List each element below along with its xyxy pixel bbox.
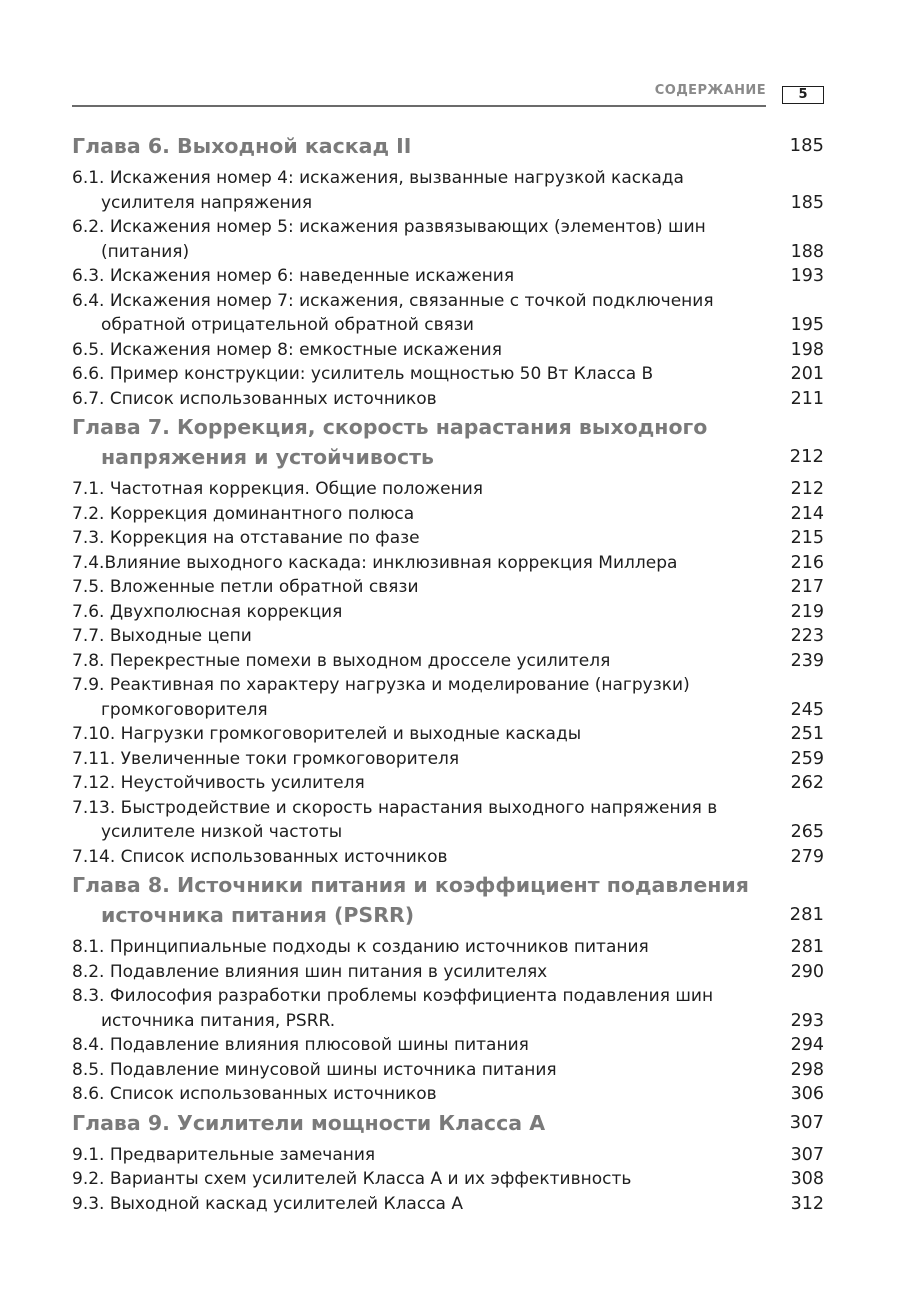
entry-title: 8.1. Принципиальные подходы к созданию источников питания xyxy=(72,937,649,957)
entry-page-number: 239 xyxy=(790,650,824,671)
entry-title: 7.10. Нагрузки громкоговорителей и выходные каскады xyxy=(72,724,582,744)
entry-title: 9.2. Варианты схем усилителей Класса А и их эффективность xyxy=(72,1169,632,1189)
entry-page-number: 223 xyxy=(790,626,824,646)
toc-entry[interactable] xyxy=(72,502,824,527)
entry-title: 7.1. Частотная коррекция. Общие положения xyxy=(72,479,483,499)
toc-entry[interactable] xyxy=(72,1058,824,1083)
entry-page-number: 219 xyxy=(790,601,824,622)
toc-entry[interactable] xyxy=(72,477,824,502)
toc-entry[interactable] xyxy=(72,747,824,772)
entry-page-number: 279 xyxy=(790,846,824,867)
entry-title: 6.3. Искажения номер 6: наведенные искажения xyxy=(72,266,515,286)
entry-page-number: 201 xyxy=(790,364,824,384)
toc-entry[interactable] xyxy=(72,575,824,600)
toc-entry[interactable] xyxy=(72,387,824,412)
entry-page-number: 217 xyxy=(790,577,824,597)
chapter-page-number: 307 xyxy=(789,1111,824,1133)
toc-entry[interactable] xyxy=(72,1143,824,1168)
toc-entry[interactable] xyxy=(72,935,824,960)
chapter-title: Глава 7. Коррекция, скорость нарастания выходного напряжения и устойчивость xyxy=(72,415,708,469)
entry-page-number: 298 xyxy=(790,1059,824,1080)
entry-page-number: 245 xyxy=(790,699,824,720)
chapter-heading[interactable] xyxy=(72,130,824,166)
toc-entry[interactable] xyxy=(72,264,824,289)
chapter-heading[interactable] xyxy=(72,1107,824,1143)
toc-entry[interactable] xyxy=(72,1082,824,1107)
toc-entry[interactable] xyxy=(72,845,824,870)
toc-entry[interactable] xyxy=(72,1167,824,1192)
entry-title: 8.2. Подавление влияния шин питания в усилителях xyxy=(72,961,548,982)
entry-title: 8.3. Философия разработки проблемы коэффициента подавления шин источника питания, PSRR. xyxy=(72,986,714,1031)
toc-entry[interactable] xyxy=(72,600,824,625)
entry-page-number: 294 xyxy=(790,1035,824,1055)
entry-title: 7.13. Быстродействие и скорость нарастания выходного напряжения в усилителе низкой частоты xyxy=(72,797,718,842)
chapter-page-number: 281 xyxy=(789,904,824,925)
chapter-title: Глава 6. Выходной каскад II xyxy=(72,134,412,158)
entry-title: 7.2. Коррекция доминантного полюса xyxy=(72,503,415,524)
entry-title: 6.5. Искажения номер 8: емкостные искажения xyxy=(72,339,502,360)
entry-page-number: 259 xyxy=(790,748,824,769)
entry-title: 7.5. Вложенные петли обратной связи xyxy=(72,577,419,597)
entry-title: 7.9. Реактивная по характеру нагрузка и моделирование (нагрузки) громкоговорителя xyxy=(72,675,690,720)
toc-entry[interactable] xyxy=(72,1192,824,1217)
entry-page-number: 293 xyxy=(790,1010,824,1031)
entry-page-number: 290 xyxy=(790,961,824,982)
toc-entry[interactable] xyxy=(72,984,824,1033)
entry-page-number: 198 xyxy=(790,339,824,360)
toc-entry[interactable] xyxy=(72,362,824,387)
entry-page-number: 193 xyxy=(790,266,824,286)
entry-title: 7.7. Выходные цепи xyxy=(72,626,252,646)
entry-page-number: 215 xyxy=(790,528,824,548)
header-rule xyxy=(72,105,766,107)
entry-page-number: 188 xyxy=(790,241,824,262)
toc-entry[interactable] xyxy=(72,771,824,796)
entry-title: 8.5. Подавление минусовой шины источника питания xyxy=(72,1059,557,1080)
toc-entry[interactable] xyxy=(72,526,824,551)
entry-page-number: 308 xyxy=(790,1169,824,1189)
table-of-contents xyxy=(72,130,824,1216)
entry-title: 7.14. Список использованных источников xyxy=(72,846,448,867)
entry-title: 6.7. Список использованных источников xyxy=(72,388,437,409)
toc-entry[interactable] xyxy=(72,722,824,747)
entry-page-number: 262 xyxy=(790,773,824,793)
chapter-page-number: 212 xyxy=(789,446,824,467)
entry-title: 9.1. Предварительные замечания xyxy=(72,1144,376,1165)
entry-title: 8.6. Список использованных источников xyxy=(72,1084,437,1104)
toc-entry[interactable] xyxy=(72,215,824,264)
entry-title: 7.3. Коррекция на отставание по фазе xyxy=(72,528,420,548)
chapter-title: Глава 8. Источники питания и коэффициент подавления источника питания (PSRR) xyxy=(72,873,749,927)
entry-page-number: 307 xyxy=(790,1144,824,1165)
toc-entry[interactable] xyxy=(72,166,824,215)
toc-entry[interactable] xyxy=(72,551,824,576)
toc-entry[interactable] xyxy=(72,960,824,985)
entry-title: 8.4. Подавление влияния плюсовой шины питания xyxy=(72,1035,529,1055)
entry-title: 6.4. Искажения номер 7: искажения, связанные с точкой подключения обратной отрицательной обратной связи xyxy=(72,290,714,335)
entry-page-number: 195 xyxy=(790,315,824,335)
entry-title: 7.8. Перекрестные помехи в выходном дросселе усилителя xyxy=(72,650,611,671)
entry-title: 7.4.Влияние выходного каскада: инклюзивная коррекция Миллера xyxy=(72,552,678,573)
entry-page-number: 214 xyxy=(790,503,824,524)
page-number: 5 xyxy=(782,86,824,104)
toc-entry[interactable] xyxy=(72,673,824,722)
entry-title: 6.1. Искажения номер 4: искажения, вызванные нагрузкой каскада усилителя напряжения xyxy=(72,168,684,213)
entry-title: 9.3. Выходной каскад усилителей Класса А xyxy=(72,1193,463,1214)
entry-page-number: 216 xyxy=(790,552,824,573)
entry-title: 7.11. Увеличенные токи громкоговорителя xyxy=(72,748,460,769)
toc-entry[interactable] xyxy=(72,1033,824,1058)
entry-page-number: 306 xyxy=(790,1084,824,1104)
entry-page-number: 251 xyxy=(790,724,824,744)
header-title: СОДЕРЖАНИЕ xyxy=(654,83,766,98)
entry-page-number: 211 xyxy=(790,388,824,409)
toc-entry[interactable] xyxy=(72,649,824,674)
chapter-page-number: 185 xyxy=(789,135,824,156)
entry-page-number: 281 xyxy=(790,937,824,957)
toc-entry[interactable] xyxy=(72,624,824,649)
toc-entry[interactable] xyxy=(72,289,824,338)
entry-page-number: 212 xyxy=(790,479,824,499)
entry-page-number: 265 xyxy=(790,822,824,842)
entry-title: 6.2. Искажения номер 5: искажения развязывающих (элементов) шин (питания) xyxy=(72,217,706,262)
chapter-title: Глава 9. Усилители мощности Класса А xyxy=(72,1110,546,1135)
entry-title: 6.6. Пример конструкции: усилитель мощностью 50 Вт Класса В xyxy=(72,364,654,384)
chapter-heading[interactable] xyxy=(72,411,824,477)
entry-title: 7.6. Двухполюсная коррекция xyxy=(72,601,343,622)
toc-entry[interactable] xyxy=(72,796,824,845)
running-header xyxy=(72,80,824,108)
chapter-heading[interactable] xyxy=(72,869,824,935)
toc-entry[interactable] xyxy=(72,338,824,363)
entry-page-number: 185 xyxy=(790,192,824,213)
entry-title: 7.12. Неустойчивость усилителя xyxy=(72,773,365,793)
entry-page-number: 312 xyxy=(790,1193,824,1214)
